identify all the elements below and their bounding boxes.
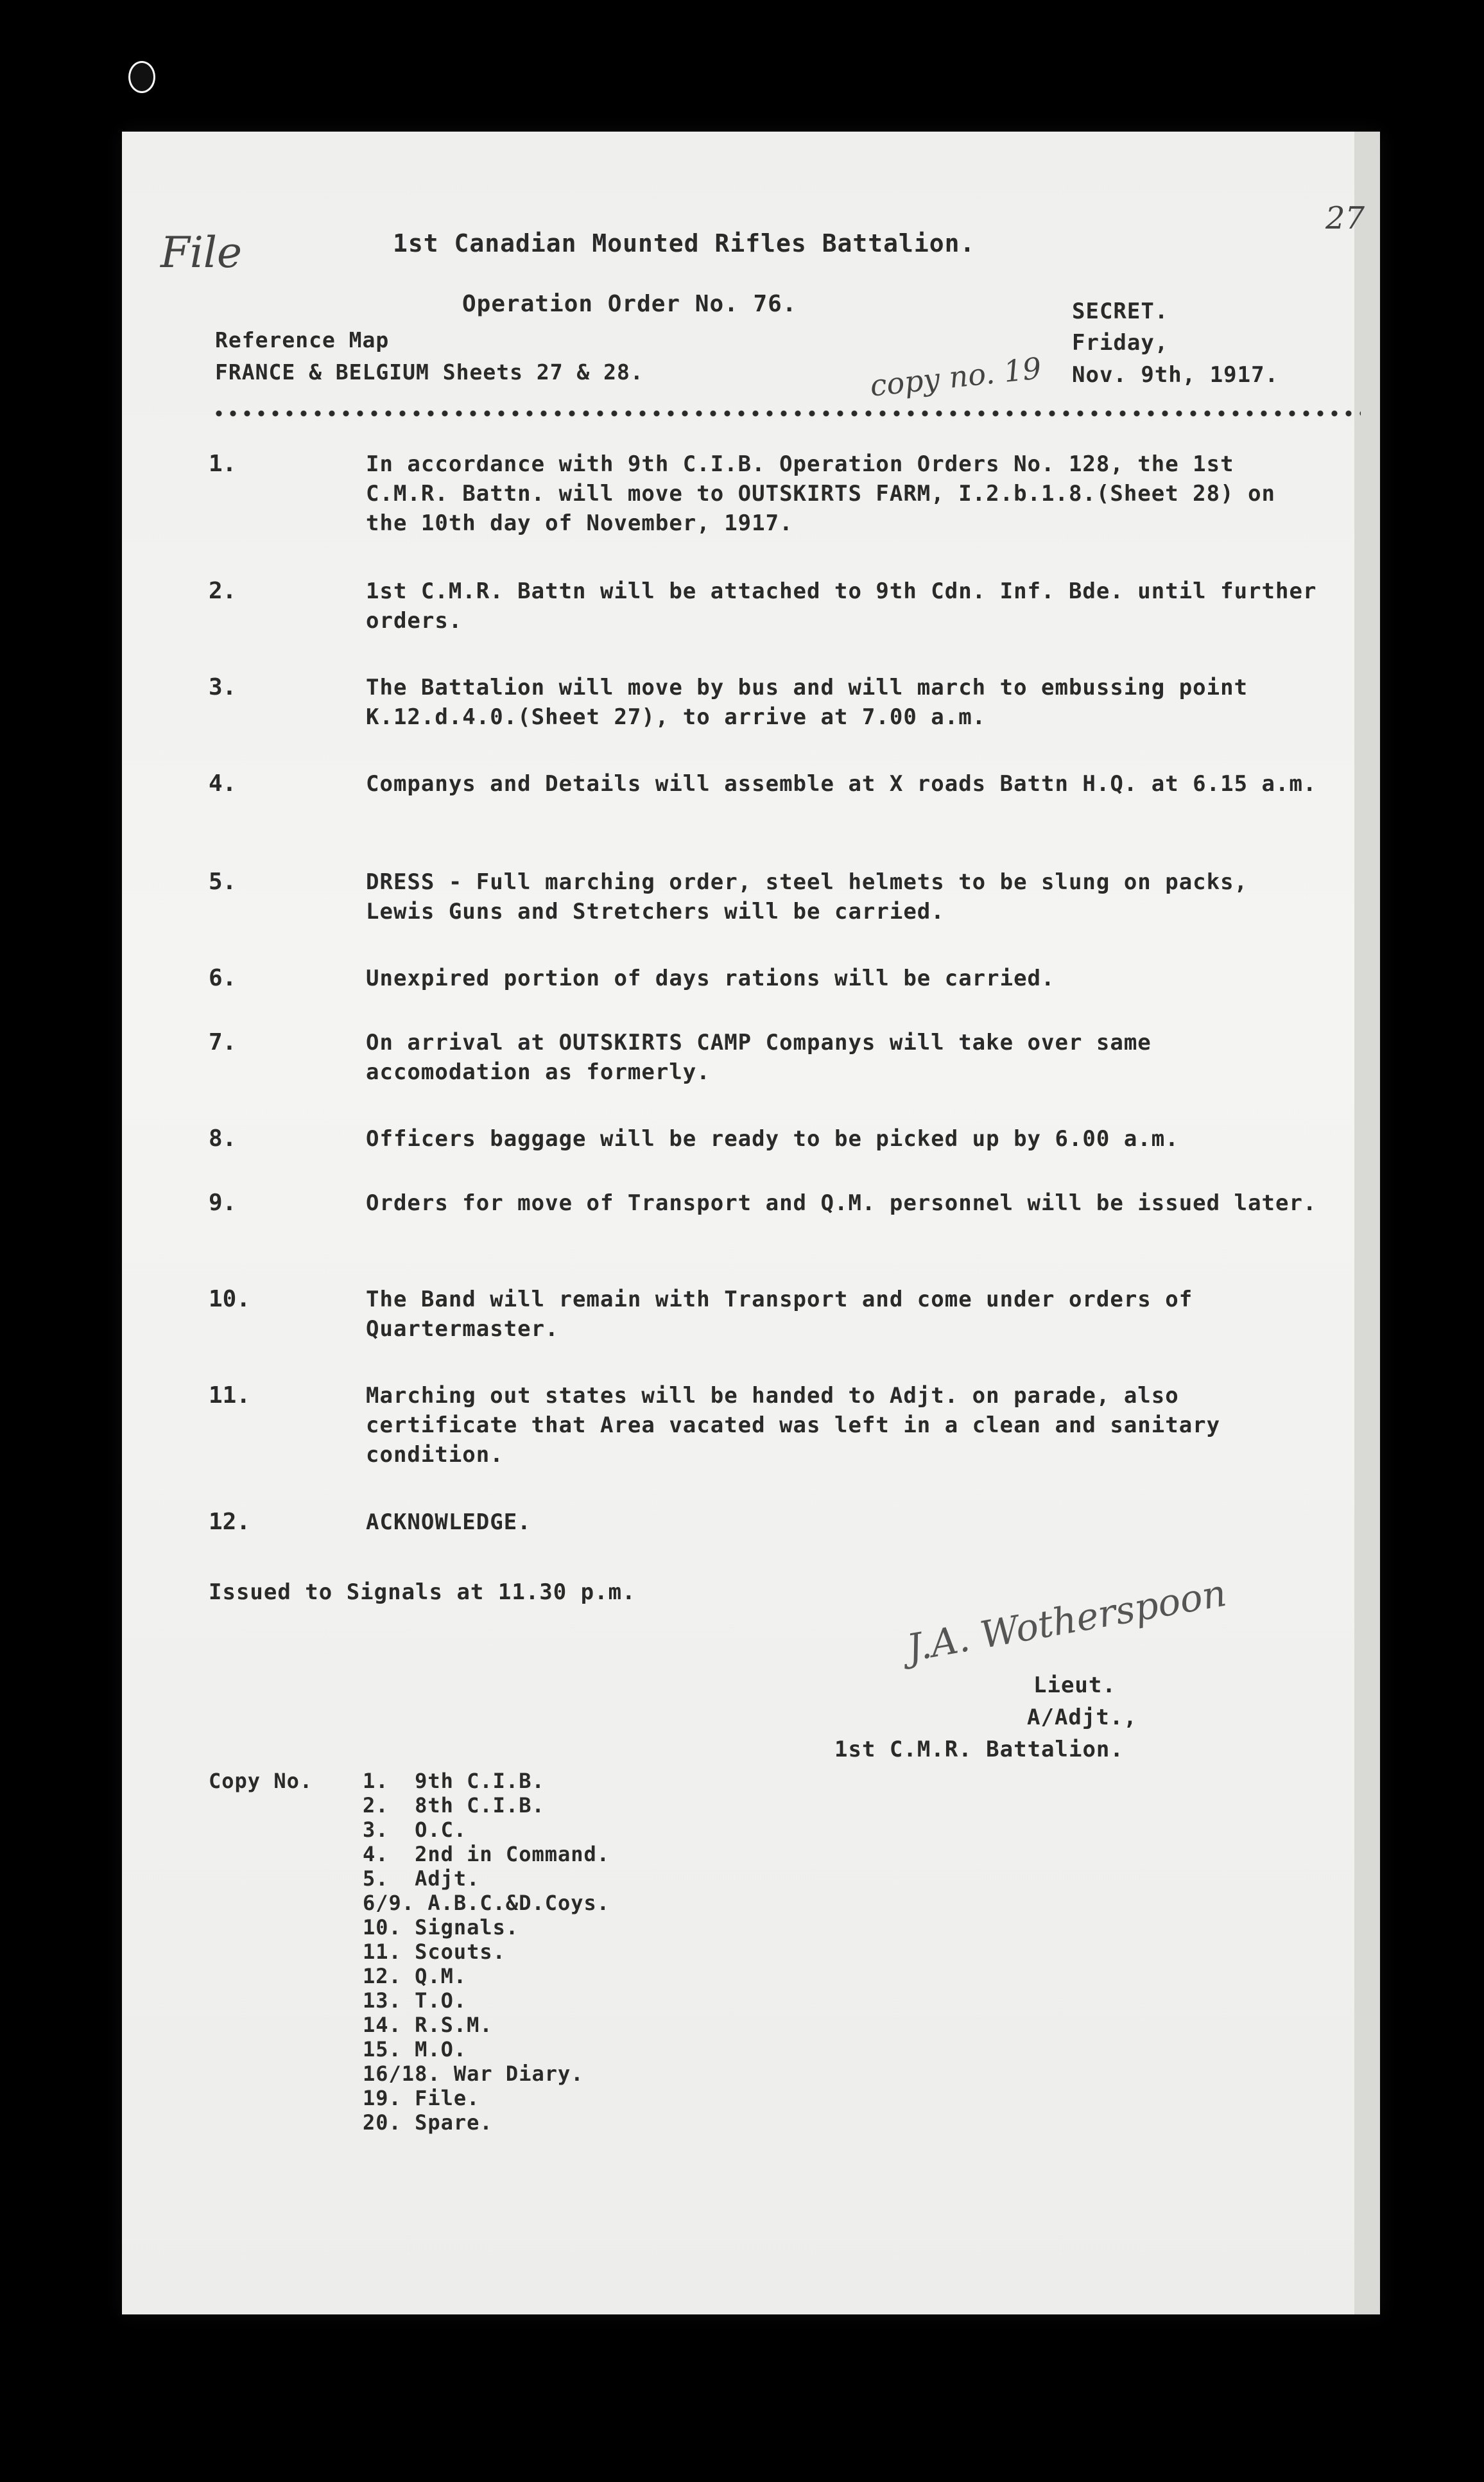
distribution-list — [363, 1769, 610, 2135]
page-number: 27 — [1325, 200, 1365, 236]
paragraph-number: 3. — [209, 674, 237, 700]
paragraph-text: DRESS - Full marching order, steel helmets to be slung on packs, Lewis Guns and Stretchers will be carried. — [366, 869, 1248, 924]
paragraph-number: 5. — [209, 869, 237, 895]
list-item: 15. M.O. — [363, 2037, 467, 2061]
list-item: 11. Scouts. — [363, 1940, 506, 1964]
list-item: 2. 8th C.I.B. — [363, 1793, 545, 1818]
list-item: 20. Spare. — [363, 2110, 493, 2135]
paragraph-number: 11. — [209, 1382, 251, 1409]
paragraph-text: ACKNOWLEDGE. — [366, 1509, 531, 1535]
paragraph-number: 9. — [209, 1190, 237, 1216]
punch-hole — [128, 61, 155, 93]
paragraph-number: 6. — [209, 965, 237, 991]
paragraph-text: The Band will remain with Transport and come under orders of Quartermaster. — [366, 1287, 1193, 1342]
issued-line: Issued to Signals at 11.30 p.m. — [209, 1579, 636, 1605]
file-note: File — [160, 228, 243, 277]
list-item: 6/9. A.B.C.&D.Coys. — [363, 1891, 610, 1915]
paragraph-text: Officers baggage will be ready to be picked up by 6.00 a.m. — [366, 1126, 1179, 1152]
paragraph-number: 1. — [209, 451, 237, 477]
list-item: 4. 2nd in Command. — [363, 1842, 610, 1866]
signature: J.A. Wotherspoon — [903, 1570, 1230, 1671]
paragraph-number: 7. — [209, 1029, 237, 1055]
paragraph-text: In accordance with 9th C.I.B. Operation Orders No. 128, the 1st C.M.R. Battn. will move to OUTSKIRTS FARM, I.2.b.1.8.(Sheet 28) on the 10th day of November, 1917. — [366, 451, 1276, 536]
copy-note: copy no. 19 — [868, 351, 1043, 403]
list-item: 19. File. — [363, 2086, 480, 2110]
paragraph-text: The Battalion will move by bus and will march to embussing point K.12.d.4.0.(Sheet 27), to arrive at 7.00 a.m. — [366, 675, 1248, 730]
separator-line — [212, 410, 1361, 417]
paragraph-text: 1st C.M.R. Battn will be attached to 9th Cdn. Inf. Bde. until further orders. — [366, 578, 1317, 634]
paragraph-number: 12. — [209, 1509, 251, 1535]
list-item: 16/18. War Diary. — [363, 2061, 584, 2086]
paragraph-number: 10. — [209, 1286, 251, 1312]
paragraph-text: Marching out states will be handed to Adjt. on parade, also certificate that Area vacated was left in a clean and sanitary condition. — [366, 1383, 1221, 1468]
list-item: 1. 9th C.I.B. — [363, 1769, 545, 1793]
day: Friday, — [1072, 330, 1169, 356]
order-title: Operation Order No. 76. — [462, 291, 797, 317]
copy-label: Copy No. — [209, 1769, 313, 1793]
paragraph-text: Companys and Details will assemble at X roads Battn H.Q. at 6.15 a.m. — [366, 771, 1317, 797]
paragraph-text: On arrival at OUTSKIRTS CAMP Companys will take over same accomodation as formerly. — [366, 1030, 1152, 1085]
classification: SECRET. — [1072, 299, 1169, 324]
paragraph-number: 8. — [209, 1125, 237, 1152]
list-item: 14. R.S.M. — [363, 2013, 493, 2037]
reference-map-sheets: FRANCE & BELGIUM Sheets 27 & 28. — [215, 360, 644, 385]
signatory-role: A/Adjt., — [1027, 1705, 1137, 1730]
list-item: 13. T.O. — [363, 1988, 467, 2013]
reference-map-label: Reference Map — [215, 327, 390, 352]
paragraph-number: 4. — [209, 770, 237, 797]
list-item: 3. O.C. — [363, 1818, 467, 1842]
page-edge — [1354, 132, 1380, 2314]
date: Nov. 9th, 1917. — [1072, 362, 1279, 388]
list-item: 5. Adjt. — [363, 1866, 480, 1891]
paragraph-text: Unexpired portion of days rations will be carried. — [366, 966, 1055, 991]
paragraph-text: Orders for move of Transport and Q.M. personnel will be issued later. — [366, 1190, 1317, 1216]
document-title: 1st Canadian Mounted Rifles Battalion. — [393, 229, 976, 257]
signatory-rank: Lieut. — [1033, 1672, 1116, 1698]
paragraph-number: 2. — [209, 578, 237, 604]
signatory-unit: 1st C.M.R. Battalion. — [834, 1737, 1124, 1762]
list-item: 12. Q.M. — [363, 1964, 467, 1988]
list-item: 10. Signals. — [363, 1915, 519, 1940]
